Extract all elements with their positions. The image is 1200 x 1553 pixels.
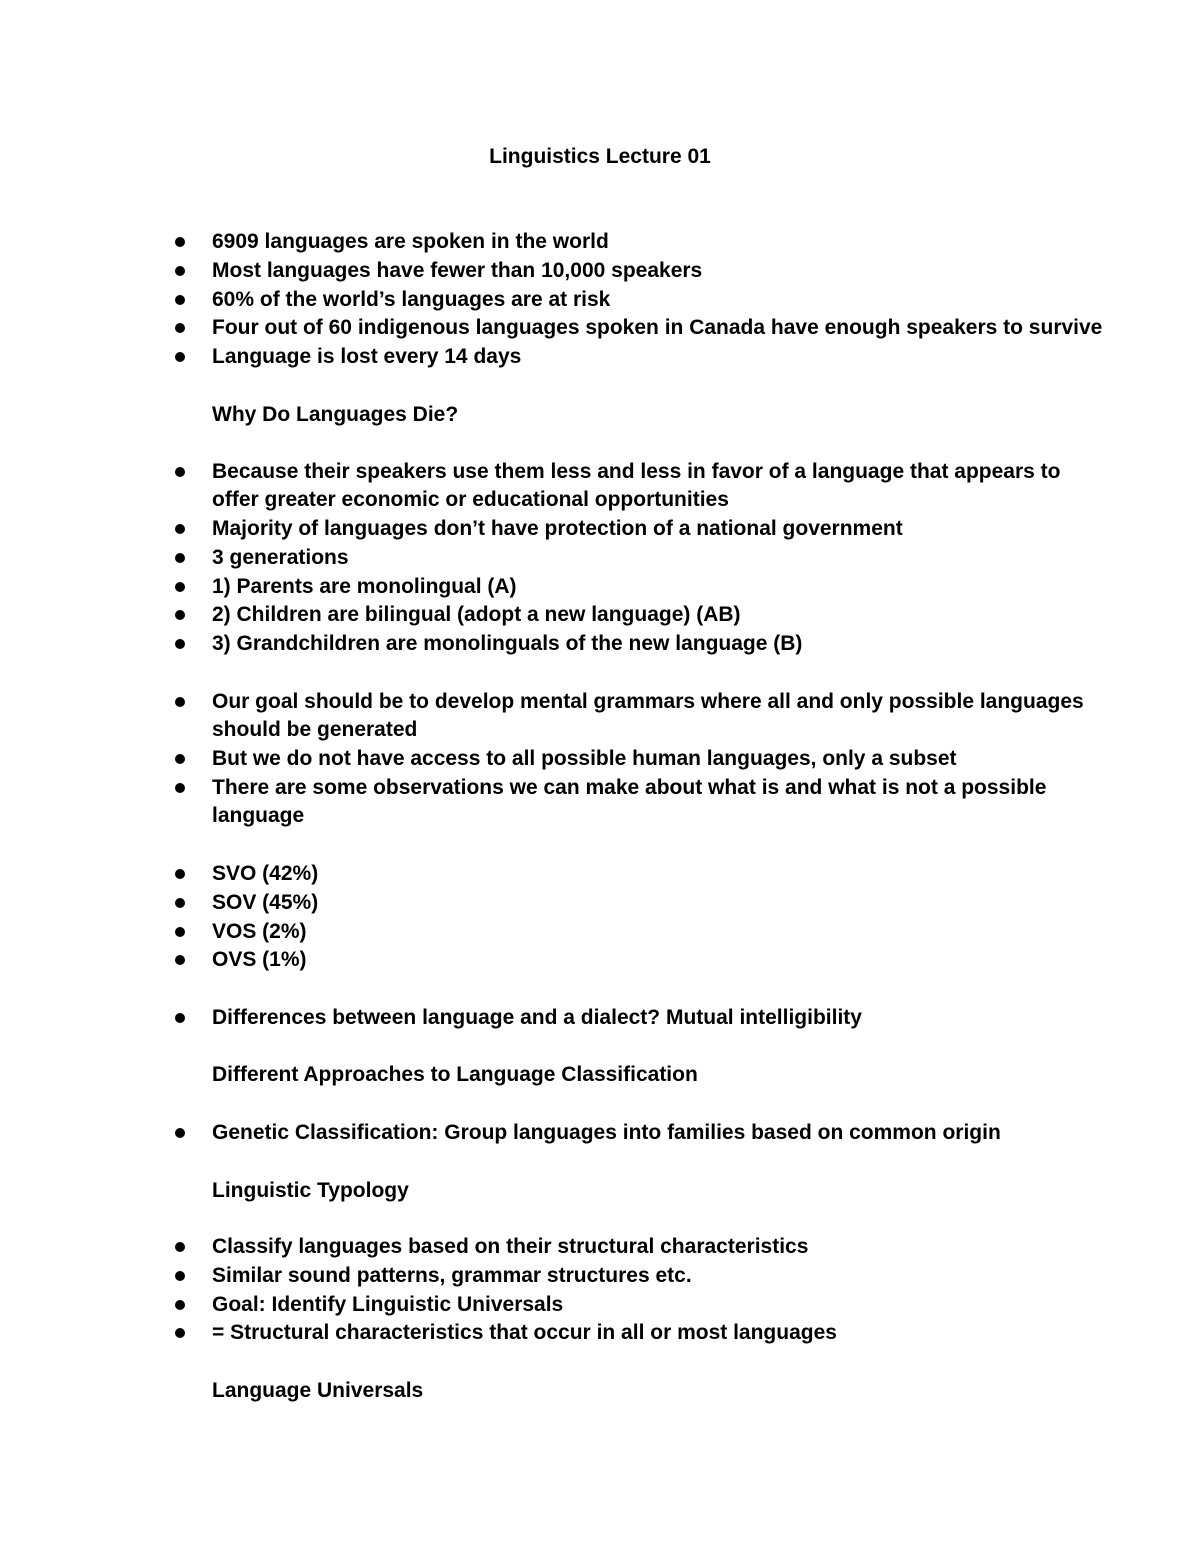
section-heading: Different Approaches to Language Classification [212, 1063, 698, 1086]
bullet-icon [175, 927, 185, 937]
list-item: 3 generations [212, 546, 349, 569]
list-item: Similar sound patterns, grammar structures etc. [212, 1264, 692, 1287]
bullet-icon [175, 266, 185, 276]
section-heading: Language Universals [212, 1379, 424, 1402]
document-title: Linguistics Lecture 01 [489, 145, 711, 168]
list-item: Four out of 60 indigenous languages spoken in Canada have enough speakers to survive [212, 316, 1103, 339]
list-item: OVS (1%) [212, 948, 307, 971]
list-item: 6909 languages are spoken in the world [212, 230, 609, 253]
list-item: 1) Parents are monolingual (A) [212, 575, 517, 598]
bullet-icon [175, 639, 185, 649]
list-item: Differences between language and a dialect? Mutual intelligibility [212, 1006, 862, 1029]
list-item: 60% of the world’s languages are at risk [212, 288, 611, 311]
list-item: Majority of languages don’t have protection of a national government [212, 517, 903, 540]
list-item: Classify languages based on their structural characteristics [212, 1235, 809, 1258]
bullet-icon [175, 524, 185, 534]
list-item: Because their speakers use them less and less in favor of a language that appears to [212, 460, 1061, 483]
bullet-icon [175, 582, 185, 592]
bullet-icon [175, 898, 185, 908]
list-item-continuation: language [212, 804, 305, 827]
list-item-continuation: offer greater economic or educational opportunities [212, 488, 729, 511]
section-heading: Why Do Languages Die? [212, 403, 459, 426]
bullet-icon [175, 1013, 185, 1023]
list-item: Genetic Classification: Group languages into families based on common origin [212, 1121, 1001, 1144]
section-heading: Linguistic Typology [212, 1179, 409, 1202]
bullet-icon [175, 783, 185, 793]
bullet-icon [175, 869, 185, 879]
list-item: 3) Grandchildren are monolinguals of the new language (B) [212, 632, 803, 655]
bullet-icon [175, 610, 185, 620]
list-item: Goal: Identify Linguistic Universals [212, 1293, 564, 1316]
bullet-icon [175, 1128, 185, 1138]
bullet-icon [175, 352, 185, 362]
list-item: = Structural characteristics that occur in all or most languages [212, 1321, 837, 1344]
list-item: SOV (45%) [212, 891, 319, 914]
bullet-icon [175, 1300, 185, 1310]
bullet-icon [175, 697, 185, 707]
bullet-icon [175, 323, 185, 333]
list-item: Our goal should be to develop mental grammars where all and only possible languages [212, 690, 1084, 713]
bullet-icon [175, 295, 185, 305]
list-item: Language is lost every 14 days [212, 345, 522, 368]
bullet-icon [175, 467, 185, 477]
bullet-icon [175, 754, 185, 764]
list-item: VOS (2%) [212, 920, 307, 943]
list-item: SVO (42%) [212, 862, 319, 885]
bullet-icon [175, 955, 185, 965]
bullet-icon [175, 1328, 185, 1338]
bullet-icon [175, 1242, 185, 1252]
list-item-continuation: should be generated [212, 718, 418, 741]
bullet-icon [175, 1271, 185, 1281]
list-item: But we do not have access to all possible human languages, only a subset [212, 747, 957, 770]
list-item: There are some observations we can make about what is and what is not a possible [212, 776, 1047, 799]
list-item: Most languages have fewer than 10,000 speakers [212, 259, 703, 282]
bullet-icon [175, 553, 185, 563]
bullet-icon [175, 237, 185, 247]
list-item: 2) Children are bilingual (adopt a new language) (AB) [212, 603, 741, 626]
